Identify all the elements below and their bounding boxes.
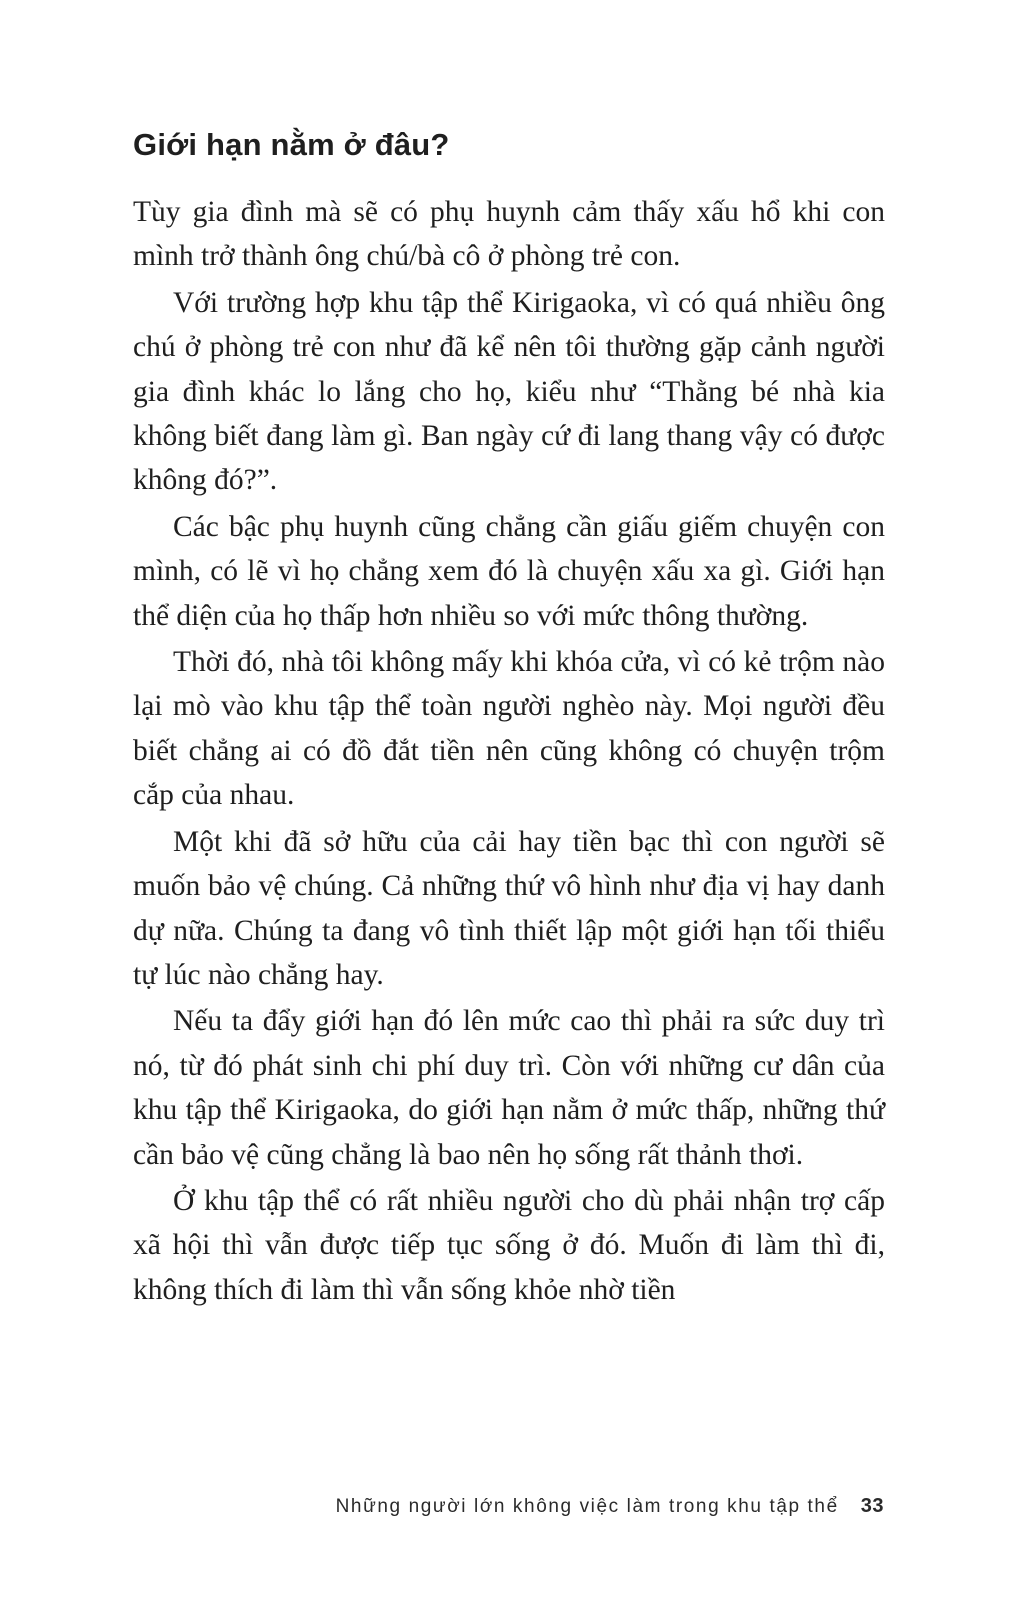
section-heading: Giới hạn nằm ở đâu? — [133, 127, 450, 162]
paragraph: Một khi đã sở hữu của cải hay tiền bạc thì con người sẽ muốn bảo vệ chúng. Cả những thứ vô hình như địa vị hay danh dự nữa. Chúng ta đang vô tình thiết lập một giới hạn tối thiểu tự lúc nào chẳng hay. — [133, 825, 885, 991]
paragraph: Tùy gia đình mà sẽ có phụ huynh cảm thấy xấu hổ khi con mình trở thành ông chú/bà cô ở phòng trẻ con. — [133, 196, 885, 273]
body-text — [133, 190, 885, 1314]
running-title: Những người lớn không việc làm trong khu tập thể — [335, 1496, 839, 1517]
paragraph: Thời đó, nhà tôi không mấy khi khóa cửa, vì có kẻ trộm nào lại mò vào khu tập thể toàn người nghèo này. Mọi người đều biết chẳng ai có đồ đắt tiền nên cũng không có chuyện trộm cắp của nhau. — [133, 646, 885, 812]
paragraph: Ở khu tập thể có rất nhiều người cho dù phải nhận trợ cấp xã hội thì vẫn được tiếp tục sống ở đó. Muốn đi làm thì đi, không thích đi làm thì vẫn sống khỏe nhờ tiền — [133, 1184, 885, 1306]
paragraph: Với trường hợp khu tập thể Kirigaoka, vì có quá nhiều ông chú ở phòng trẻ con như đã kể nên tôi thường gặp cảnh người gia đình khác lo lắng cho họ, kiểu như “Thằng bé nhà kia không biết đang làm gì. Ban ngày cứ đi lang thang vậy có được không đó?”. — [133, 286, 885, 497]
page-number: 33 — [860, 1495, 884, 1517]
paragraph: Nếu ta đẩy giới hạn đó lên mức cao thì phải ra sức duy trì nó, từ đó phát sinh chi phí duy trì. Còn với những cư dân của khu tập thể Kirigaoka, do giới hạn nằm ở mức thấp, những thứ cần bảo vệ cũng chẳng là bao nên họ sống rất thảnh thơi. — [133, 1005, 885, 1171]
paragraph: Các bậc phụ huynh cũng chẳng cần giấu giếm chuyện con mình, có lẽ vì họ chẳng xem đó là chuyện xấu xa gì. Giới hạn thể diện của họ thấp hơn nhiều so với mức thông thường. — [133, 510, 885, 632]
page-footer — [336, 1495, 884, 1518]
